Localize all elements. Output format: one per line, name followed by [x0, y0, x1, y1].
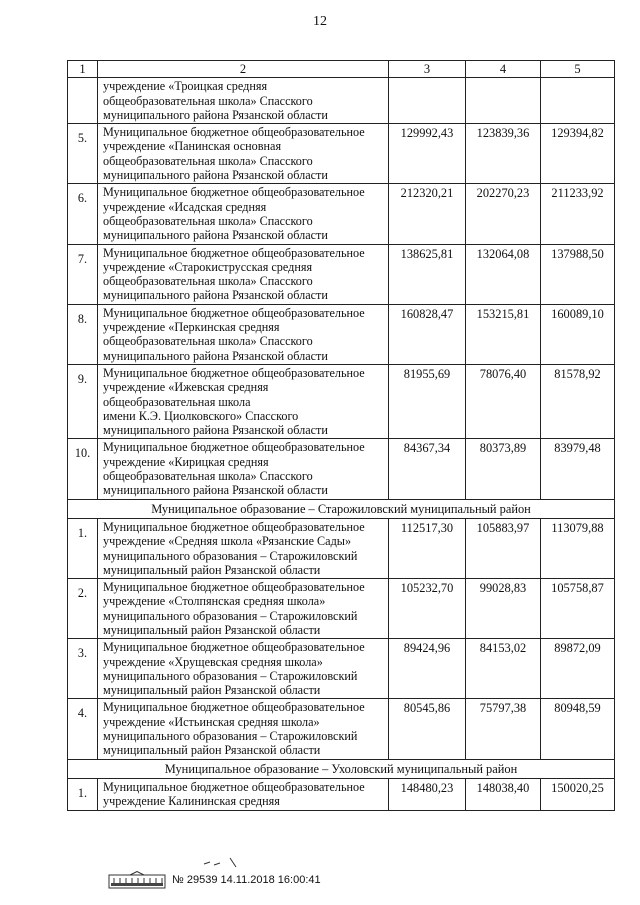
value-v3: 81955,69 [389, 364, 466, 438]
institution-name-line: Муниципальное бюджетное общеобразовательное [103, 125, 365, 140]
value-v4: 75797,38 [466, 699, 541, 759]
table-row [68, 639, 615, 699]
institution-name-line: муниципального района Рязанской области [103, 348, 328, 363]
institution-name-line: муниципального образования – Старожиловский [103, 668, 358, 683]
institution-name [98, 184, 389, 244]
institution-name [98, 439, 389, 499]
header-cell-2: 2 [98, 61, 389, 78]
value-v3: 89424,96 [389, 639, 466, 699]
footer [108, 870, 438, 894]
section-row [68, 499, 615, 518]
value-v4: 84153,02 [466, 639, 541, 699]
value-v5: 160089,10 [541, 304, 615, 364]
funding-table [67, 60, 615, 811]
table-row [68, 364, 615, 438]
value-v5: 105758,87 [541, 579, 615, 639]
institution-name-line: Муниципальное бюджетное общеобразовательное [103, 185, 365, 200]
value-v3: 148480,23 [389, 778, 466, 810]
value-v4 [466, 78, 541, 124]
institution-name-line: муниципального образования – Старожиловский [103, 729, 358, 744]
institution-name-line: общеобразовательная школа» Спасского [103, 93, 313, 108]
institution-name-line: муниципальный район Рязанской области [103, 622, 321, 637]
value-v5: 81578,92 [541, 364, 615, 438]
institution-name-line: общеобразовательная школа» Спасского [103, 153, 313, 168]
institution-name-line: учреждение «Кирицкая средняя [103, 454, 269, 469]
row-number: 3. [68, 639, 98, 699]
value-v4: 123839,36 [466, 124, 541, 184]
value-v5: 129394,82 [541, 124, 615, 184]
row-number: 7. [68, 244, 98, 304]
institution-name-line: общеобразовательная школа [103, 394, 251, 409]
table-row [68, 184, 615, 244]
value-v3: 84367,34 [389, 439, 466, 499]
institution-name-line: муниципальный район Рязанской области [103, 683, 321, 698]
page-number: 12 [313, 14, 327, 29]
institution-name-line: учреждение «Ижевская средняя [103, 380, 269, 395]
value-v5: 83979,48 [541, 439, 615, 499]
value-v5: 150020,25 [541, 778, 615, 810]
header-row [68, 61, 615, 78]
institution-name-line: муниципальный район Рязанской области [103, 562, 321, 577]
table-row [68, 778, 615, 810]
table-row [68, 439, 615, 499]
table-row [68, 579, 615, 639]
value-v3: 112517,30 [389, 518, 466, 578]
institution-name-line: муниципального района Рязанской области [103, 288, 328, 303]
institution-name-line: муниципальный район Рязанской области [103, 743, 321, 758]
institution-name-line: Муниципальное бюджетное общеобразовательное [103, 640, 365, 655]
institution-name-line: общеобразовательная школа» Спасского [103, 334, 313, 349]
value-v4: 78076,40 [466, 364, 541, 438]
institution-name-line: муниципального района Рязанской области [103, 228, 328, 243]
institution-name-line: общеобразовательная школа» Спасского [103, 213, 313, 228]
value-v5: 80948,59 [541, 699, 615, 759]
header-cell-5: 5 [541, 61, 615, 78]
institution-name [98, 364, 389, 438]
institution-name-line: общеобразовательная школа» Спасского [103, 469, 313, 484]
value-v3: 138625,81 [389, 244, 466, 304]
section-title: Муниципальное образование – Старожиловский муниципальный район [68, 499, 615, 518]
institution-name-line: муниципального образования – Старожиловский [103, 608, 358, 623]
value-v5: 211233,92 [541, 184, 615, 244]
institution-name [98, 244, 389, 304]
table-row [68, 518, 615, 578]
header-cell-4: 4 [466, 61, 541, 78]
institution-name-line: имени К.Э. Циолковского» Спасского [103, 408, 299, 423]
table-row [68, 699, 615, 759]
institution-name-line: Муниципальное бюджетное общеобразовательное [103, 305, 365, 320]
institution-name-line: учреждение «Старокиструсская средняя [103, 259, 313, 274]
pen-mark-icon [202, 856, 242, 870]
institution-name-line: учреждение «Исадская средняя [103, 199, 267, 214]
institution-name [98, 699, 389, 759]
value-v4: 80373,89 [466, 439, 541, 499]
value-v4: 153215,81 [466, 304, 541, 364]
value-v5: 89872,09 [541, 639, 615, 699]
table-row [68, 244, 615, 304]
institution-name-line: муниципального района Рязанской области [103, 483, 328, 498]
institution-name [98, 778, 389, 810]
institution-name [98, 518, 389, 578]
institution-name-line: Муниципальное бюджетное общеобразовательное [103, 365, 365, 380]
value-v3: 129992,43 [389, 124, 466, 184]
section-row [68, 759, 615, 778]
registration-number: № 29539 14.11.2018 16:00:41 [172, 874, 321, 886]
institution-name-line: учреждение Калининская средняя [103, 794, 280, 809]
institution-name-line: учреждение «Троицкая средняя [103, 79, 268, 94]
row-number: 1. [68, 518, 98, 578]
institution-name-line: муниципального района Рязанской области [103, 107, 328, 122]
row-number: 6. [68, 184, 98, 244]
building-stamp-icon [108, 871, 166, 889]
value-v4: 99028,83 [466, 579, 541, 639]
institution-name-line: Муниципальное бюджетное общеобразовательное [103, 779, 365, 794]
institution-name [98, 639, 389, 699]
institution-name-line: Муниципальное бюджетное общеобразовательное [103, 580, 365, 595]
table-body [68, 61, 615, 811]
institution-name-line: Муниципальное бюджетное общеобразовательное [103, 700, 365, 715]
institution-name-line: муниципального района Рязанской области [103, 168, 328, 183]
document-table-container [67, 60, 614, 811]
header-cell-3: 3 [389, 61, 466, 78]
value-v3: 212320,21 [389, 184, 466, 244]
value-v4: 132064,08 [466, 244, 541, 304]
table-row [68, 78, 615, 124]
institution-name-line: общеобразовательная школа» Спасского [103, 274, 313, 289]
institution-name-line: учреждение «Хрущевская средняя школа» [103, 654, 323, 669]
section-title: Муниципальное образование – Ухоловский муниципальный район [68, 759, 615, 778]
institution-name [98, 304, 389, 364]
institution-name [98, 579, 389, 639]
value-v4: 105883,97 [466, 518, 541, 578]
institution-name-line: Муниципальное бюджетное общеобразовательное [103, 519, 365, 534]
value-v5: 137988,50 [541, 244, 615, 304]
institution-name-line: учреждение «Столпянская средняя школа» [103, 594, 326, 609]
value-v4: 202270,23 [466, 184, 541, 244]
row-number [68, 78, 98, 124]
table-row [68, 304, 615, 364]
row-number: 2. [68, 579, 98, 639]
institution-name-line: учреждение «Перкинская средняя [103, 320, 280, 335]
value-v3: 105232,70 [389, 579, 466, 639]
institution-name-line: учреждение «Средняя школа «Рязанские Сады» [103, 534, 352, 549]
institution-name [98, 78, 389, 124]
value-v5 [541, 78, 615, 124]
row-number: 5. [68, 124, 98, 184]
row-number: 8. [68, 304, 98, 364]
value-v4: 148038,40 [466, 778, 541, 810]
institution-name-line: учреждение «Панинская основная [103, 139, 282, 154]
value-v3 [389, 78, 466, 124]
table-row [68, 124, 615, 184]
row-number: 9. [68, 364, 98, 438]
institution-name-line: Муниципальное бюджетное общеобразовательное [103, 245, 365, 260]
value-v5: 113079,88 [541, 518, 615, 578]
row-number: 10. [68, 439, 98, 499]
row-number: 1. [68, 778, 98, 810]
row-number: 4. [68, 699, 98, 759]
header-cell-1: 1 [68, 61, 98, 78]
institution-name-line: муниципального района Рязанской области [103, 423, 328, 438]
value-v3: 80545,86 [389, 699, 466, 759]
institution-name [98, 124, 389, 184]
value-v3: 160828,47 [389, 304, 466, 364]
institution-name-line: учреждение «Истьинская средняя школа» [103, 714, 320, 729]
institution-name-line: муниципального образования – Старожиловский [103, 548, 358, 563]
institution-name-line: Муниципальное бюджетное общеобразовательное [103, 440, 365, 455]
